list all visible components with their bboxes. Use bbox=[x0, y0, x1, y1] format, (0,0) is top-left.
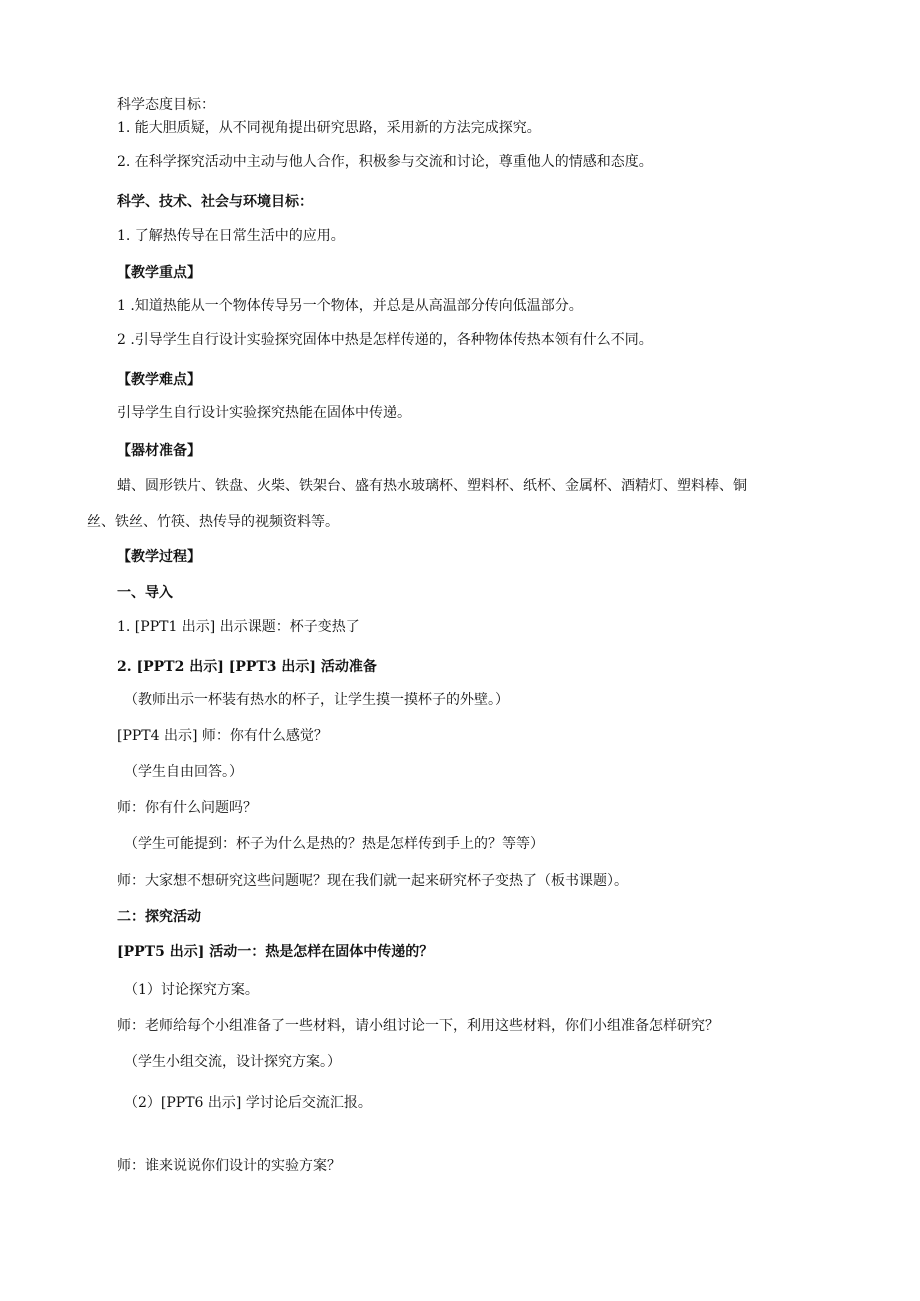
text-line: 师：谁来说说你们设计的实验方案？ bbox=[117, 1158, 341, 1174]
text-line: 1. [PPT1 出示] 出示课题：杯子变热了 bbox=[117, 619, 360, 635]
text-line: 师：老师给每个小组准备了一些材料，请小组讨论一下，利用这些材料，你们小组准备怎样研究？ bbox=[117, 1018, 719, 1034]
section-heading: 【教学过程】 bbox=[117, 549, 201, 565]
section-heading: 【教学重点】 bbox=[117, 265, 201, 281]
text-line: （学生小组交流，设计探究方案。） bbox=[124, 1054, 341, 1070]
section-heading: 二：探究活动 bbox=[117, 909, 201, 925]
text-line: 师：大家想不想研究这些问题呢？现在我们就一起来研究杯子变热了（板书课题）。 bbox=[117, 873, 628, 889]
text-line: 1 .知道热能从一个物体传导另一个物体，并总是从高温部分传向低温部分。 bbox=[117, 298, 583, 314]
text-line: 引导学生自行设计实验探究热能在固体中传递。 bbox=[117, 405, 411, 421]
text-line: 2. [PPT2 出示] [PPT3 出示] 活动准备 bbox=[117, 659, 377, 675]
text-line: 师：你有什么问题吗？ bbox=[117, 800, 257, 816]
text-line: 2. 在科学探究活动中主动与他人合作，积极参与交流和讨论，尊重他人的情感和态度。 bbox=[117, 154, 653, 170]
text-line: 蜡、圆形铁片、铁盘、火柴、铁架台、盛有热水玻璃杯、塑料杯、纸杯、金属杯、酒精灯、塑料棒、铜 bbox=[117, 478, 747, 494]
text-line: （2）[PPT6 出示] 学讨论后交流汇报。 bbox=[124, 1095, 372, 1111]
text-line: [PPT5 出示] 活动一：热是怎样在固体中传递的？ bbox=[117, 944, 434, 960]
section-heading: 科学、技术、社会与环境目标： bbox=[117, 194, 313, 210]
text-line: （学生自由回答。） bbox=[124, 764, 243, 780]
text-line: 科学态度目标： bbox=[117, 97, 215, 113]
section-heading: 一、导入 bbox=[117, 585, 173, 601]
text-line: （1）讨论探究方案。 bbox=[124, 982, 259, 998]
text-line: 1. 了解热传导在日常生活中的应用。 bbox=[117, 228, 345, 244]
text-line: （教师出示一杯装有热水的杯子，让学生摸一摸杯子的外壁。） bbox=[124, 692, 509, 708]
text-line: 丝、铁丝、竹筷、热传导的视频资料等。 bbox=[87, 514, 339, 530]
text-line: 1. 能大胆质疑，从不同视角提出研究思路，采用新的方法完成探究。 bbox=[117, 120, 541, 136]
text-line: 2 .引导学生自行设计实验探究固体中热是怎样传递的，各种物体传热本领有什么不同。 bbox=[117, 332, 653, 348]
section-heading: 【器材准备】 bbox=[117, 443, 201, 459]
text-line: [PPT4 出示] 师：你有什么感觉？ bbox=[117, 728, 328, 744]
text-line: （学生可能提到：杯子为什么是热的？热是怎样传到手上的？等等） bbox=[124, 836, 544, 852]
section-heading: 【教学难点】 bbox=[117, 372, 201, 388]
